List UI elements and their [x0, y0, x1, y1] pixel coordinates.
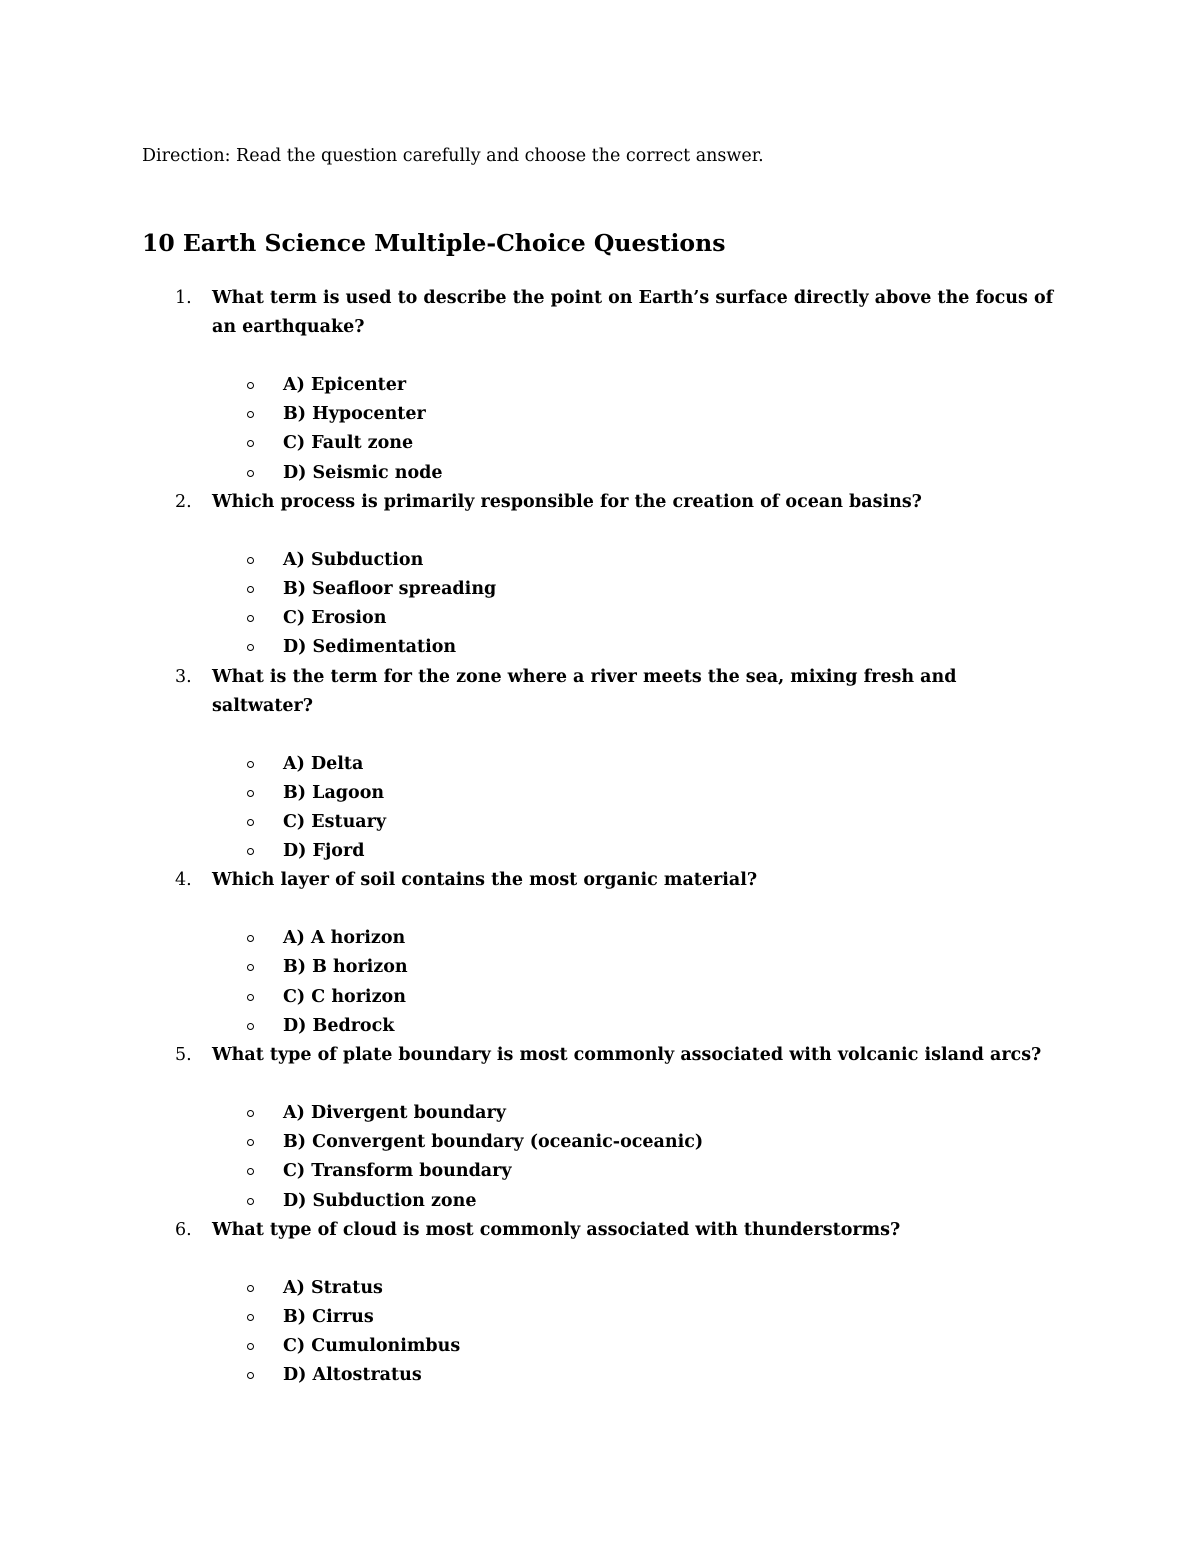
answer-option	[0, 400, 1200, 429]
question-item	[0, 1041, 1200, 1216]
answer-option	[0, 604, 1200, 633]
answer-option-label: B) Cirrus	[283, 1306, 374, 1327]
question-text: Which process is primarily responsible for the creation of ocean basins?	[212, 491, 922, 512]
answer-option	[0, 953, 1200, 982]
answer-options	[0, 546, 1200, 663]
hollow-circle-bullet-icon	[247, 557, 254, 564]
answer-option-label: C) Transform boundary	[283, 1161, 512, 1182]
question-item	[0, 1216, 1200, 1391]
hollow-circle-bullet-icon	[247, 1314, 254, 1321]
hollow-circle-bullet-icon	[247, 819, 254, 826]
hollow-circle-bullet-icon	[247, 1139, 254, 1146]
hollow-circle-bullet-icon	[247, 1285, 254, 1292]
hollow-circle-bullet-icon	[247, 761, 254, 768]
answer-option	[0, 1274, 1200, 1303]
answer-option	[0, 1128, 1200, 1157]
answer-option	[0, 1012, 1200, 1041]
question-number: 5.	[175, 1045, 192, 1065]
question-number: 6.	[175, 1219, 192, 1240]
answer-option-label: A) Divergent boundary	[283, 1103, 506, 1123]
answer-option-label: B) Seafloor spreading	[283, 578, 497, 599]
answer-option-label: B) Convergent boundary (oceanic-oceanic)	[283, 1132, 704, 1153]
hollow-circle-bullet-icon	[247, 644, 254, 651]
question-text: What type of plate boundary is most commonly associated with volcanic island arcs?	[212, 1045, 1042, 1065]
question-text: What type of cloud is most commonly associated with thunderstorms?	[212, 1219, 901, 1240]
answer-option-label: B) Hypocenter	[283, 404, 426, 425]
hollow-circle-bullet-icon	[247, 1168, 254, 1175]
answer-option-label: C) Erosion	[283, 608, 387, 629]
hollow-circle-bullet-icon	[247, 1198, 254, 1205]
answer-option-label: D) Bedrock	[283, 1015, 395, 1036]
answer-options	[0, 1274, 1200, 1391]
direction-text: Direction: Read the question carefully and choose the correct answer.	[142, 146, 764, 166]
answer-option-label: A) Stratus	[283, 1277, 383, 1298]
question-number: 2.	[175, 491, 192, 512]
answer-option	[0, 371, 1200, 400]
answer-option-label: A) Delta	[283, 753, 364, 774]
question-item	[0, 663, 1200, 867]
answer-option-label: C) Cumulonimbus	[283, 1336, 461, 1357]
hollow-circle-bullet-icon	[247, 615, 254, 622]
answer-option-label: C) Fault zone	[283, 433, 414, 454]
answer-option-label: C) Estuary	[283, 811, 387, 832]
question-list	[0, 284, 1200, 1391]
answer-options	[0, 371, 1200, 488]
answer-option	[0, 1303, 1200, 1332]
hollow-circle-bullet-icon	[247, 411, 254, 418]
page-title: 10 Earth Science Multiple-Choice Questions	[142, 229, 726, 257]
hollow-circle-bullet-icon	[247, 382, 254, 389]
answer-option-label: D) Fjord	[283, 841, 365, 862]
answer-options	[0, 750, 1200, 867]
hollow-circle-bullet-icon	[247, 964, 254, 971]
hollow-circle-bullet-icon	[247, 440, 254, 447]
question-number: 1.	[175, 288, 192, 308]
answer-option	[0, 1187, 1200, 1216]
answer-option	[0, 1361, 1200, 1390]
hollow-circle-bullet-icon	[247, 848, 254, 855]
answer-option-label: B) Lagoon	[283, 782, 385, 803]
answer-option	[0, 1332, 1200, 1361]
answer-option-label: A) Subduction	[283, 549, 424, 570]
question-number: 4.	[175, 870, 192, 891]
hollow-circle-bullet-icon	[247, 1343, 254, 1350]
answer-options	[0, 1099, 1200, 1216]
answer-option	[0, 459, 1200, 488]
answer-option	[0, 983, 1200, 1012]
answer-option	[0, 837, 1200, 866]
answer-option-label: C) C horizon	[283, 986, 406, 1007]
answer-option	[0, 1099, 1200, 1128]
answer-option	[0, 633, 1200, 662]
answer-option	[0, 779, 1200, 808]
hollow-circle-bullet-icon	[247, 994, 254, 1001]
answer-option-label: D) Seismic node	[283, 462, 443, 483]
question-item	[0, 866, 1200, 1041]
hollow-circle-bullet-icon	[247, 935, 254, 942]
answer-option	[0, 924, 1200, 953]
hollow-circle-bullet-icon	[247, 586, 254, 593]
hollow-circle-bullet-icon	[247, 470, 254, 477]
answer-option-label: A) Epicenter	[283, 375, 407, 395]
question-number: 3.	[175, 666, 192, 687]
answer-option-label: D) Subduction zone	[283, 1190, 477, 1211]
answer-option	[0, 808, 1200, 837]
answer-options	[0, 924, 1200, 1041]
answer-option	[0, 750, 1200, 779]
question-item	[0, 284, 1200, 488]
hollow-circle-bullet-icon	[247, 1110, 254, 1117]
answer-option	[0, 1157, 1200, 1186]
answer-option	[0, 546, 1200, 575]
answer-option-label: D) Altostratus	[283, 1365, 422, 1386]
question-text: Which layer of soil contains the most organic material?	[212, 870, 758, 891]
question-text: What is the term for the zone where a river meets the sea, mixing fresh and saltwater?	[212, 666, 957, 716]
answer-option	[0, 429, 1200, 458]
question-item	[0, 488, 1200, 663]
hollow-circle-bullet-icon	[247, 790, 254, 797]
hollow-circle-bullet-icon	[247, 1023, 254, 1030]
answer-option-label: A) A horizon	[283, 928, 406, 949]
hollow-circle-bullet-icon	[247, 1372, 254, 1379]
question-text: What term is used to describe the point on Earth’s surface directly above the focus of an earthquake?	[212, 288, 1054, 337]
answer-option	[0, 575, 1200, 604]
answer-option-label: B) B horizon	[283, 957, 408, 978]
answer-option-label: D) Sedimentation	[283, 637, 457, 658]
